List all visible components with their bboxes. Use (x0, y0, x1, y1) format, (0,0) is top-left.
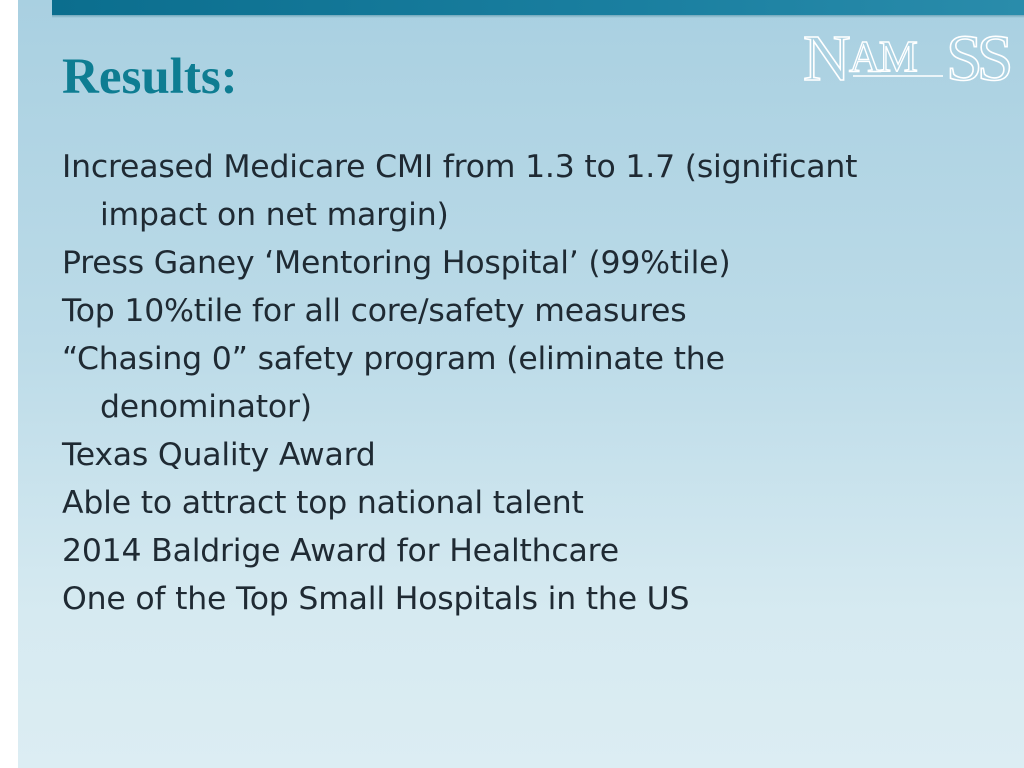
slide (18, 0, 1024, 768)
list-item: Able to attract top national talent (62, 485, 584, 521)
list-item: Press Ganey ‘Mentoring Hospital’ (99%tile) (62, 245, 731, 281)
slide-title: Results: (62, 49, 238, 105)
list-item: Increased Medicare CMI from 1.3 to 1.7 (significant impact on net margin) (62, 149, 858, 233)
top-accent-bar-shadow (52, 15, 1024, 18)
logo-letters-ss: SS (946, 22, 1008, 88)
list-item: “Chasing 0” safety program (eliminate the denominator) (62, 341, 725, 425)
namss-logo (801, 22, 1011, 88)
list-item: Texas Quality Award (62, 437, 376, 473)
logo-letters-am: AM (849, 32, 916, 81)
list-item: 2014 Baldrige Award for Healthcare (62, 533, 619, 569)
logo-letter-n: N (803, 22, 847, 88)
list-item: One of the Top Small Hospitals in the US (62, 581, 690, 617)
top-accent-bar (52, 0, 1024, 15)
results-list (62, 143, 942, 623)
list-item: Top 10%tile for all core/safety measures (62, 293, 687, 329)
